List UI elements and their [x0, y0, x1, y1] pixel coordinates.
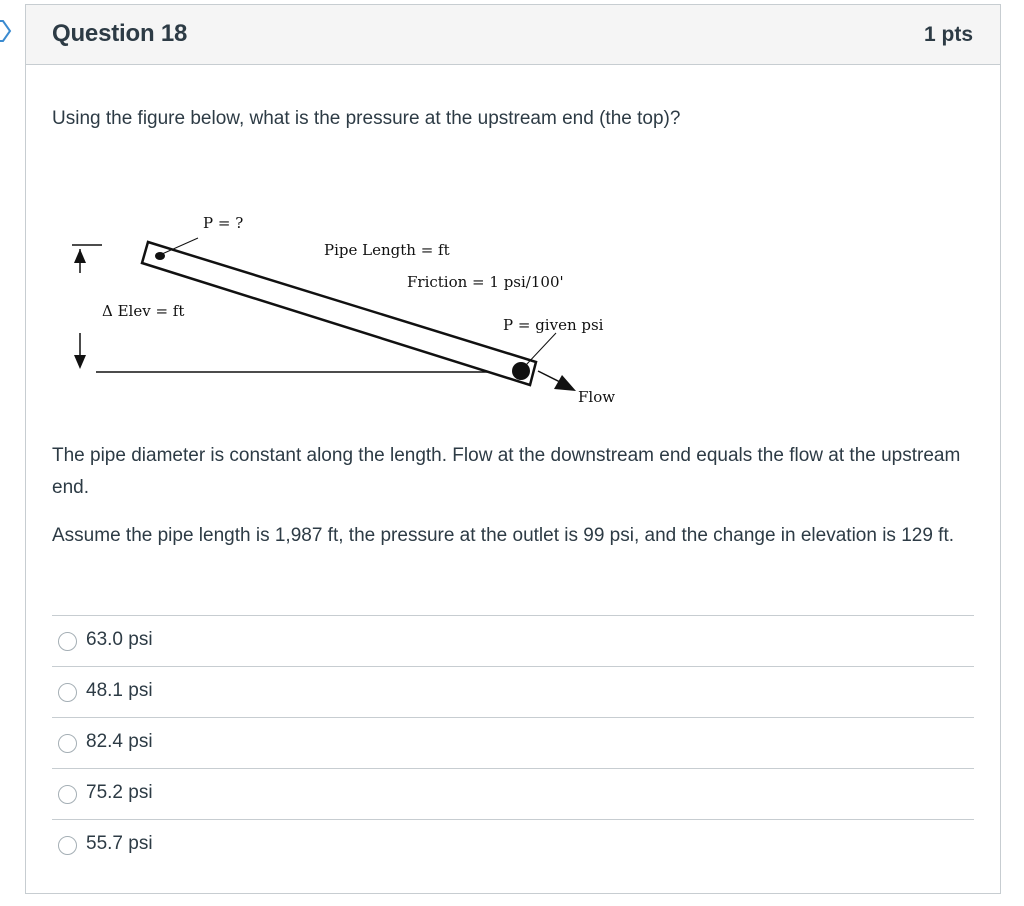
flow-arrowhead	[554, 375, 576, 391]
radio-button[interactable]	[58, 785, 77, 804]
answer-option[interactable]	[52, 717, 974, 768]
downstream-gauge	[512, 362, 530, 380]
answer-label[interactable]: 63.0 psi	[86, 629, 153, 650]
pipe	[142, 242, 536, 385]
radio-button[interactable]	[58, 632, 77, 651]
answer-label[interactable]: 48.1 psi	[86, 680, 153, 701]
question-header	[26, 5, 1000, 65]
question-title: Question 18	[52, 20, 188, 47]
radio-button[interactable]	[58, 734, 77, 753]
question-paragraph-2: Assume the pipe length is 1,987 ft, the pressure at the outlet is 99 psi, and the change in elevation is 129 ft.	[52, 525, 955, 546]
flow-label: Flow	[578, 388, 616, 406]
answer-list	[52, 615, 974, 870]
answer-label[interactable]: 55.7 psi	[86, 833, 153, 854]
delta-elev-label: Δ Elev = ft	[102, 302, 185, 320]
radio-button[interactable]	[58, 683, 77, 702]
answer-option[interactable]	[52, 819, 974, 870]
question-card	[25, 4, 1001, 894]
p-bottom-leader	[526, 333, 556, 365]
p-bottom-label: P = given psi	[503, 316, 604, 334]
answer-option[interactable]	[52, 615, 974, 666]
flag-icon[interactable]	[0, 19, 14, 43]
radio-button[interactable]	[58, 836, 77, 855]
answer-option[interactable]	[52, 768, 974, 819]
pipe-figure	[66, 205, 646, 415]
answer-label[interactable]: 75.2 psi	[86, 782, 153, 803]
question-prompt: Using the figure below, what is the pressure at the upstream end (the top)?	[52, 108, 681, 129]
friction-label: Friction = 1 psi/100'	[407, 273, 564, 291]
answer-option[interactable]	[52, 666, 974, 717]
question-paragraph-1: The pipe diameter is constant along the length. Flow at the downstream end equals the flow at the upstream end.	[52, 445, 961, 498]
flow-arrow-shaft	[538, 371, 562, 383]
elev-down-arrowhead	[74, 355, 86, 369]
pipe-length-label: Pipe Length = ft	[324, 241, 450, 259]
p-top-label: P = ?	[203, 214, 244, 232]
question-points: 1 pts	[923, 23, 973, 46]
answer-label[interactable]: 82.4 psi	[86, 731, 153, 752]
elev-up-arrowhead	[74, 249, 86, 263]
